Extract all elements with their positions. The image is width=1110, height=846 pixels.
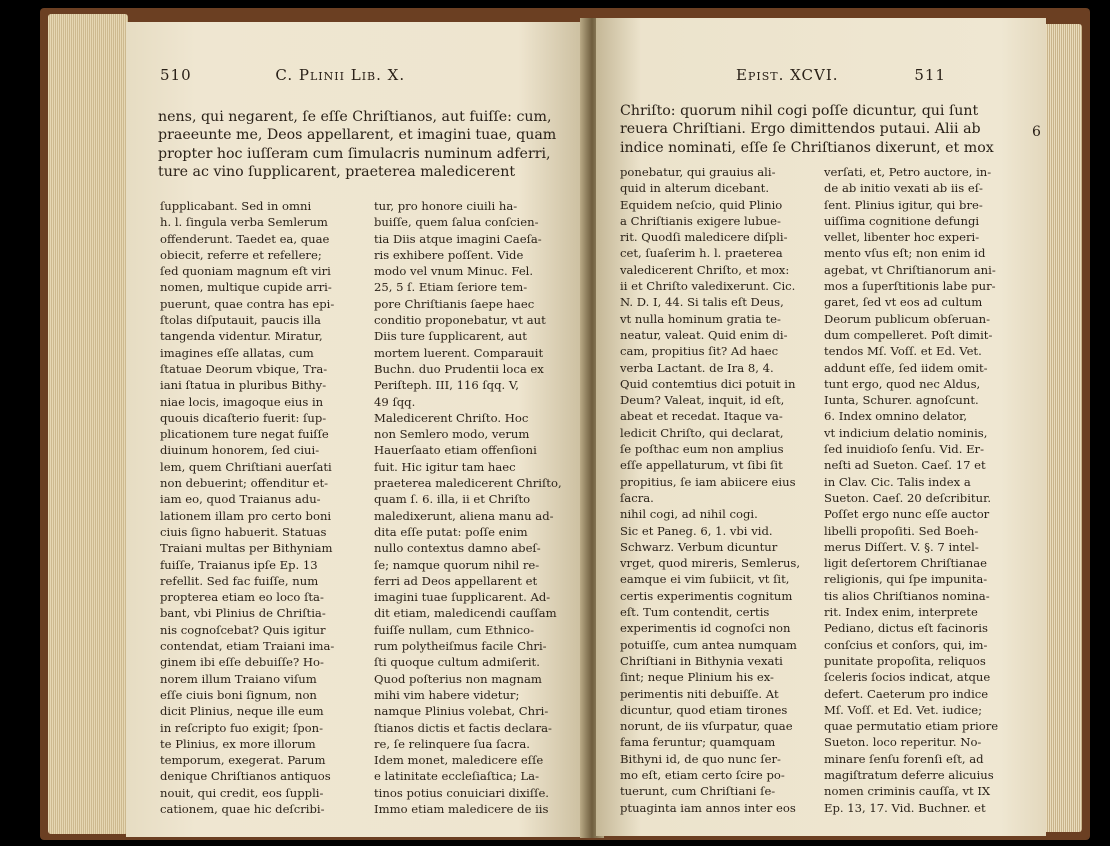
commentary-line: experimentis id cognoſci non bbox=[620, 621, 791, 636]
commentary-line: tangenda videntur. Miratur, bbox=[160, 329, 323, 344]
commentary-line: mos a ſuperſtitionis labe pur- bbox=[824, 279, 996, 294]
commentary-line: nouit, qui credit, eos ſuppli- bbox=[160, 785, 324, 800]
text-line: Chriſto: quorum nihil cogi poſſe dicuntur, qui ſunt bbox=[620, 103, 979, 119]
commentary-line: non debuerint; offenditur et- bbox=[160, 476, 329, 491]
commentary-line: verſati, et, Petro auctore, in- bbox=[824, 165, 992, 179]
commentary-line: mortem luerent. Comparauit bbox=[374, 345, 544, 360]
commentary-line: cationem, quae hic deſcribi- bbox=[160, 801, 325, 816]
commentary-line: uiſſima cognitione defungi bbox=[824, 213, 980, 228]
commentary-line: rum polytheiſmus facile Chri- bbox=[374, 639, 547, 654]
commentary-line: nomen criminis cauſſa, vt IX bbox=[824, 784, 991, 799]
commentary-line: ſed inuidioſo ſenſu. Vid. Er- bbox=[824, 442, 985, 457]
commentary-line: dita eſſe putat: poſſe enim bbox=[374, 524, 528, 539]
left-page-edges bbox=[48, 14, 128, 834]
commentary-line: maledixerunt, aliena manu ad- bbox=[374, 508, 554, 523]
commentary-line: Pediano, dictus eſt facinoris bbox=[824, 621, 988, 636]
commentary-line: mento vſus eſt; non enim id bbox=[824, 246, 986, 261]
commentary-line: vrget, quod mireris, Semlerus, bbox=[620, 556, 801, 571]
commentary-line: Idem monet, maledicere eſſe bbox=[374, 753, 544, 768]
commentary-line: Deorum publicum obſeruan- bbox=[824, 311, 991, 326]
commentary-line: Mſ. Voſſ. et Ed. Vet. iudice; bbox=[824, 702, 982, 717]
commentary-line: Maledicerent Chriſto. Hoc bbox=[374, 410, 529, 425]
left-running-head: C. Plinii Lib. X. bbox=[275, 66, 406, 84]
commentary-line: addunt eſſe, ſed iidem omit- bbox=[824, 360, 988, 375]
right-page bbox=[596, 18, 1046, 836]
commentary-line: contendat, etiam Traiani ima- bbox=[160, 639, 335, 654]
commentary-line: imagini tuae ſupplicarent. Ad- bbox=[374, 590, 551, 605]
commentary-line: ſtianos dictis et factis declara- bbox=[374, 720, 552, 735]
commentary-line: neſti ad Sueton. Caeſ. 17 et bbox=[824, 458, 986, 473]
commentary-line: ſupplicabant. Sed in omni bbox=[160, 199, 312, 213]
commentary-line: ſceleris ſocios indicat, atque bbox=[824, 670, 991, 685]
text-line: indice nominati, eſſe ſe Chriſtianos dixerunt, et mox bbox=[620, 139, 994, 156]
commentary-line: plicationem ture negat fuiſſe bbox=[160, 427, 329, 442]
commentary-line: certis experimentis cognitum bbox=[620, 588, 793, 603]
commentary-line: iani ſtatua in pluribus Bithy- bbox=[160, 378, 327, 393]
commentary-line: rit. Index enim, interprete bbox=[824, 605, 978, 620]
commentary-line: te Plinius, ex more illorum bbox=[160, 736, 316, 751]
commentary-line: tia Diis atque imagini Caeſa- bbox=[374, 231, 542, 246]
commentary-line: refellit. Sed fac fuiſſe, num bbox=[160, 573, 319, 588]
commentary-line: Schwarz. Verbum dicuntur bbox=[620, 539, 778, 554]
commentary-line: ſacra. bbox=[620, 490, 654, 505]
commentary-line: conſcius et conſors, qui, im- bbox=[824, 637, 988, 652]
commentary-line: Quod poſterius non magnam bbox=[374, 671, 542, 686]
commentary-line: ſe; namque quorum nihil re- bbox=[374, 557, 540, 572]
commentary-line: ſint; neque Plinium his ex- bbox=[620, 670, 774, 685]
commentary-line: Deum? Valeat, inquit, id eſt, bbox=[620, 393, 785, 408]
commentary-line: 25, 5 ſ. Etiam ſeriore tem- bbox=[374, 280, 528, 295]
commentary-line: conditio proponebatur, vt aut bbox=[374, 313, 546, 328]
commentary-line: fama feruntur; quamquam bbox=[620, 735, 776, 750]
commentary-line: 49 ſqq. bbox=[374, 394, 416, 409]
commentary-line: eſſe appellaturum, vt ſibi ſit bbox=[620, 458, 783, 473]
commentary-line: obiecit, referre et refellere; bbox=[160, 247, 322, 262]
commentary-line: denique Chriſtianos antiquos bbox=[160, 769, 331, 784]
commentary-line: nis cognoſcebat? Quis igitur bbox=[160, 622, 326, 637]
text-line: nens, qui negarent, ſe eſſe Chriſtianos, aut fuiſſe: cum, bbox=[158, 109, 552, 125]
commentary-line: fuiſſe, Traianus ipſe Ep. 13 bbox=[160, 557, 318, 572]
commentary-line: lem, quem Chriſtiani auerſati bbox=[160, 459, 332, 474]
commentary-line: Traiani multas per Bithyniam bbox=[160, 541, 333, 556]
margin-note: 6 bbox=[1032, 124, 1041, 140]
commentary-line: Iunta, Schurer. agnoſcunt. bbox=[824, 393, 979, 408]
commentary-line: dit etiam, maledicendi cauſſam bbox=[374, 606, 557, 621]
commentary-line: Buchn. duo Prudentii loca ex bbox=[374, 361, 544, 376]
commentary-line: tendos Mſ. Voſſ. et Ed. Vet. bbox=[824, 344, 982, 359]
commentary-line: in reſcripto fuo exigit; ſpon- bbox=[160, 720, 324, 735]
commentary-line: diuinum honorem, ſed ciui- bbox=[160, 443, 320, 458]
commentary-line: minare ſenſu forenſi eſt, ad bbox=[824, 751, 984, 766]
text-line: reuera Chriſtiani. Ergo dimittendos putaui. Alii ab bbox=[620, 121, 981, 138]
commentary-line: merus Diſſert. V. §. 7 intel- bbox=[824, 539, 979, 554]
commentary-line: iam eo, quod Traianus adu- bbox=[160, 492, 321, 507]
right-page-number: 511 bbox=[914, 66, 946, 84]
right-commentary-column-1 bbox=[620, 164, 800, 816]
commentary-line: ſti quoque cultum admiſerit. bbox=[374, 655, 540, 670]
right-commentary-column-2 bbox=[824, 164, 998, 816]
commentary-line: punitate propoſita, reliquos bbox=[824, 653, 986, 668]
commentary-line: nihil cogi, ad nihil cogi. bbox=[620, 507, 758, 522]
commentary-line: Immo etiam maledicere de iis bbox=[374, 801, 549, 816]
commentary-line: lationem illam pro certo boni bbox=[160, 508, 332, 523]
commentary-line: eſt. Tum contendit, certis bbox=[620, 605, 770, 620]
commentary-line: bant, vbi Plinius de Chriſtia- bbox=[160, 606, 326, 621]
commentary-line: propitius, ſe iam abiicere eius bbox=[620, 474, 796, 489]
right-page-header bbox=[736, 66, 1036, 84]
commentary-line: garet, ſed vt eos ad cultum bbox=[824, 295, 983, 310]
commentary-line: N. D. I, 44. Si talis eſt Deus, bbox=[620, 295, 784, 310]
commentary-line: dicuntur, quod etiam tirones bbox=[620, 702, 788, 717]
commentary-line: tunt ergo, quod nec Aldus, bbox=[824, 376, 981, 391]
right-main-text bbox=[620, 102, 994, 157]
commentary-line: libelli propoſiti. Sed Boeh- bbox=[824, 523, 979, 538]
commentary-line: ſent. Plinius igitur, qui bre- bbox=[824, 197, 983, 212]
commentary-line: ponebatur, qui grauius ali- bbox=[620, 165, 776, 179]
commentary-line: Bithyni id, de quo nunc ſer- bbox=[620, 751, 781, 766]
commentary-line: rit. Quodſi maledicere diſpli- bbox=[620, 230, 788, 245]
commentary-line: quae permutatio etiam priore bbox=[824, 719, 999, 734]
commentary-line: quid in alterum dicebant. bbox=[620, 181, 770, 196]
commentary-line: re, ſe relinquere ſua ſacra. bbox=[374, 736, 530, 751]
commentary-line: defert. Caeterum pro indice bbox=[824, 686, 989, 701]
commentary-line: Hauerſaato etiam offenſioni bbox=[374, 443, 537, 458]
commentary-line: pore Chriſtianis ſaepe haec bbox=[374, 296, 535, 311]
left-commentary-column-2 bbox=[374, 198, 562, 817]
commentary-line: agebat, vt Chriſtianorum ani- bbox=[824, 262, 996, 277]
commentary-line: eamque ei vim ſubiicit, vt ſit, bbox=[620, 572, 790, 587]
commentary-line: offenderunt. Taedet ea, quae bbox=[160, 231, 330, 246]
commentary-line: imagines eſſe allatas, cum bbox=[160, 345, 314, 360]
commentary-line: abeat et recedat. Itaque va- bbox=[620, 409, 783, 424]
commentary-line: ferri ad Deos appellarent et bbox=[374, 573, 538, 588]
commentary-line: ptuaginta iam annos inter eos bbox=[620, 800, 796, 815]
commentary-line: Chriſtiani in Bithynia vexati bbox=[620, 653, 783, 668]
commentary-line: propterea etiam eo loco ſta- bbox=[160, 590, 324, 605]
commentary-line: potuiſſe, cum antea numquam bbox=[620, 637, 797, 652]
right-page-edges bbox=[1042, 24, 1082, 832]
commentary-line: quam ſ. 6. illa, ii et Chriſto bbox=[374, 492, 531, 507]
commentary-line: ris exhibere poſſent. Vide bbox=[374, 247, 524, 262]
commentary-line: ledicit Chriſto, qui declarat, bbox=[620, 425, 784, 440]
commentary-line: Sueton. Caeſ. 20 deſcribitur. bbox=[824, 490, 992, 505]
commentary-line: 6. Index omnino delator, bbox=[824, 409, 968, 424]
left-page bbox=[126, 22, 588, 837]
commentary-line: puerunt, quae contra has epi- bbox=[160, 296, 335, 311]
left-main-text bbox=[158, 108, 556, 182]
commentary-line: ſtatuae Deorum vbique, Tra- bbox=[160, 361, 328, 376]
commentary-line: ginem ibi eſſe debuiſſe? Ho- bbox=[160, 655, 324, 670]
commentary-line: quouis dicaſterio fuerit: ſup- bbox=[160, 410, 327, 425]
commentary-line: vt indicium delatio nominis, bbox=[824, 425, 988, 440]
commentary-line: Ep. 13, 17. Vid. Buchner. et bbox=[824, 800, 986, 815]
commentary-line: dicit Plinius, neque ille eum bbox=[160, 704, 324, 719]
commentary-line: tinos potius conuiciari dixiſſe. bbox=[374, 785, 549, 800]
commentary-line: dum compelleret. Poſt dimit- bbox=[824, 327, 993, 342]
commentary-line: de ab initio vexati ab iis eſ- bbox=[824, 181, 983, 196]
commentary-line: ſed quoniam magnum eſt viri bbox=[160, 264, 331, 279]
commentary-line: mo eſt, etiam certo ſcire po- bbox=[620, 767, 785, 782]
commentary-line: verba Lactant. de Ira 8, 4. bbox=[620, 360, 774, 375]
text-line: praeeunte me, Deos appellarent, et imagini tuae, quam bbox=[158, 127, 557, 144]
commentary-line: Poſſet ergo nunc eſſe auctor bbox=[824, 507, 990, 522]
left-page-header bbox=[160, 66, 580, 84]
text-line: ture ac vino ſupplicarent, praeterea maledicerent bbox=[158, 164, 516, 181]
text-line: propter hoc iuſſeram cum ſimulacris numinum adferri, bbox=[158, 145, 551, 162]
commentary-line: norunt, de iis vſurpatur, quae bbox=[620, 719, 793, 734]
commentary-line: ligit deſertorem Chriſtianae bbox=[824, 556, 987, 571]
commentary-line: in Clav. Cic. Talis index a bbox=[824, 474, 971, 489]
commentary-line: valedicerent Chriſto, et mox: bbox=[620, 262, 790, 277]
commentary-line: vt nulla hominum gratia te- bbox=[620, 311, 781, 326]
commentary-line: Sueton. loco reperitur. No- bbox=[824, 735, 982, 750]
commentary-line: fuit. Hic igitur tam haec bbox=[374, 459, 516, 474]
right-running-head: Epist. XCVI. bbox=[736, 66, 839, 84]
commentary-line: ſtolas diſputauit, paucis illa bbox=[160, 313, 321, 328]
commentary-line: ſe poſthac eum non amplius bbox=[620, 442, 784, 457]
commentary-line: ii et Chriſto valedixerunt. Cic. bbox=[620, 279, 796, 294]
commentary-line: eſſe ciuis boni ſignum, non bbox=[160, 687, 317, 702]
open-book bbox=[40, 8, 1090, 840]
commentary-line: nomen, multique cupide arri- bbox=[160, 280, 332, 295]
commentary-line: Quid contemtius dici potuit in bbox=[620, 376, 796, 391]
commentary-line: tis alios Chriſtianos nomina- bbox=[824, 588, 990, 603]
commentary-line: magiſtratum deferre alicuius bbox=[824, 767, 994, 782]
commentary-line: religionis, qui ſpe impunita- bbox=[824, 572, 988, 587]
commentary-line: mihi vim habere videtur; bbox=[374, 687, 520, 702]
commentary-line: h. l. ſingula verba Semlerum bbox=[160, 215, 328, 230]
commentary-line: cam, propitius ſit? Ad haec bbox=[620, 344, 779, 359]
commentary-line: Periſteph. III, 116 ſqq. V, bbox=[374, 378, 519, 393]
commentary-line: e latinitate eccleſiaſtica; La- bbox=[374, 769, 539, 784]
commentary-line: fuiſſe nullam, cum Ethnico- bbox=[374, 622, 535, 637]
left-page-number: 510 bbox=[160, 66, 192, 84]
commentary-line: tuerunt, cum Chriſtiani ſe- bbox=[620, 784, 776, 799]
commentary-line: a Chriſtianis exigere lubue- bbox=[620, 213, 781, 228]
commentary-line: cet, ſuaſerim h. l. praeterea bbox=[620, 246, 783, 261]
commentary-line: neatur, valeat. Quid enim di- bbox=[620, 327, 788, 342]
commentary-line: nullo contextus damno abeſ- bbox=[374, 541, 541, 556]
commentary-line: praeterea maledicerent Chriſto, bbox=[374, 476, 562, 491]
commentary-line: Diis ture ſupplicarent, aut bbox=[374, 329, 527, 344]
left-commentary-column-1 bbox=[160, 198, 334, 817]
commentary-line: Sic et Paneg. 6, 1. vbi vid. bbox=[620, 523, 773, 538]
commentary-line: namque Plinius volebat, Chri- bbox=[374, 704, 549, 719]
commentary-line: norem illum Traiano viſum bbox=[160, 671, 317, 686]
commentary-line: ciuis ſigno habuerit. Statuas bbox=[160, 524, 327, 539]
commentary-line: tur, pro honore ciuili ha- bbox=[374, 199, 518, 213]
commentary-line: temporum, exegerat. Parum bbox=[160, 753, 326, 768]
commentary-line: vellet, libenter hoc experi- bbox=[824, 230, 980, 245]
commentary-line: buiſſe, quem ſalua conſcien- bbox=[374, 215, 539, 230]
commentary-line: perimentis niti debuiſſe. At bbox=[620, 686, 779, 701]
commentary-line: modo vel vnum Minuc. Fel. bbox=[374, 264, 534, 279]
commentary-line: non Semlero modo, verum bbox=[374, 427, 530, 442]
commentary-line: Equidem neſcio, quid Plinio bbox=[620, 197, 783, 212]
commentary-line: niae locis, imagoque eius in bbox=[160, 394, 324, 409]
